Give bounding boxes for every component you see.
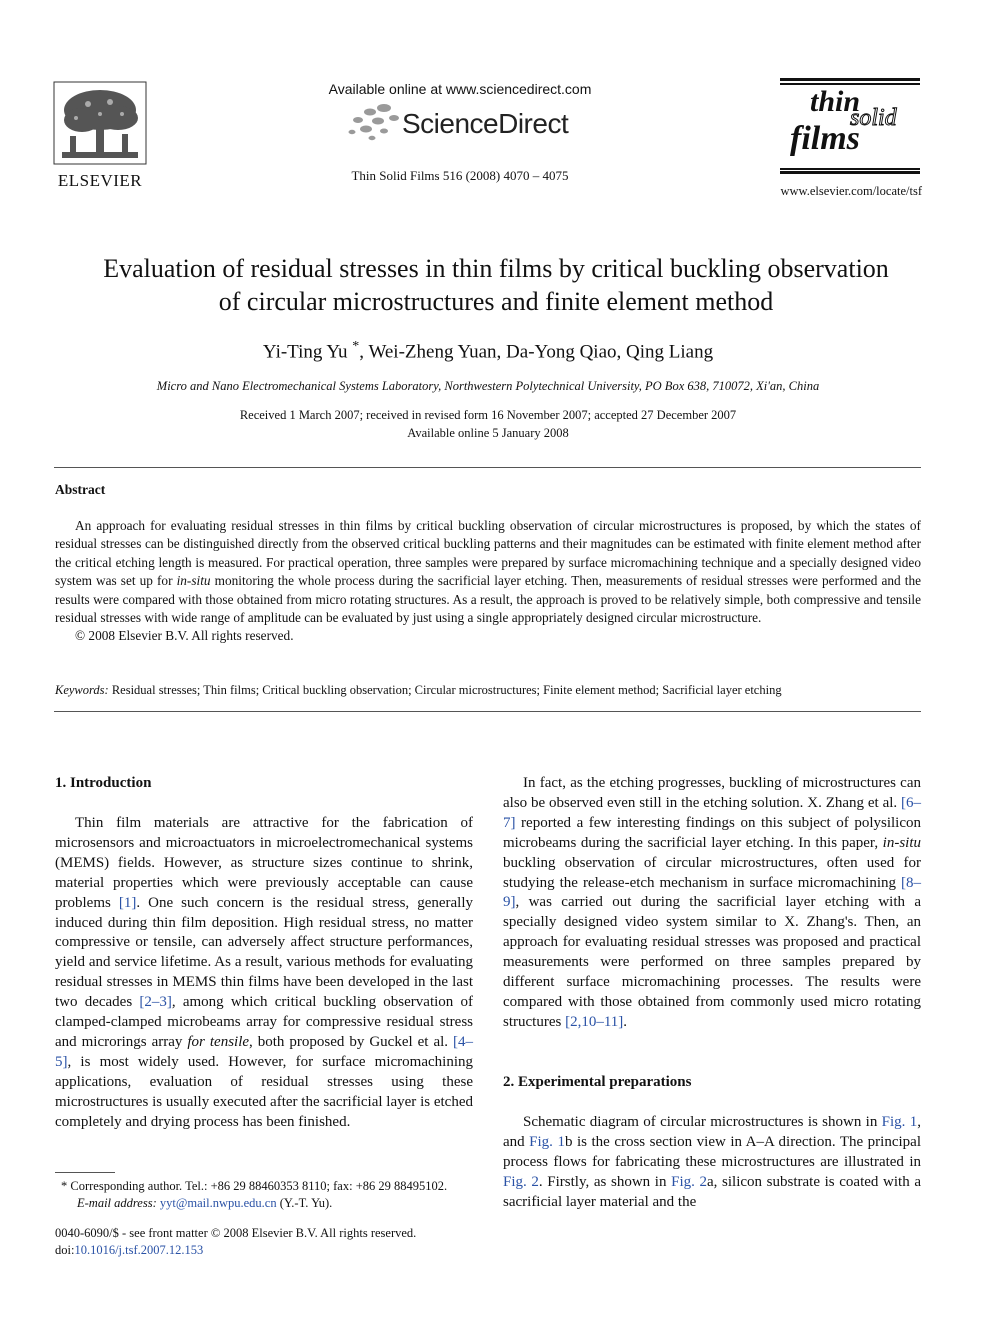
corresponding-author-mark[interactable]: * [352, 339, 360, 354]
other-authors: , Wei-Zheng Yuan, Da-Yong Qiao, Qing Liang [359, 341, 714, 363]
section-2-heading: 2. Experimental preparations [503, 1074, 692, 1090]
journal-reference: Thin Solid Films 516 (2008) 4070 – 4075 [351, 168, 569, 183]
footnote: * Corresponding author. Tel.: +86 29 88460353 8110; fax: +86 29 88495102. E-mail address: yyt@mail.nwpu.edu.cn (Y.-T. Yu). 0040-6090/$ - see front matter © 2008 Elsevier B.V. All rights reserved. doi:10.1016/j.tsf.2007.12.153 [55, 1178, 475, 1259]
ref-link[interactable]: [6–7] [503, 794, 921, 831]
keywords [55, 683, 921, 698]
section-2-paragraph: Schematic diagram of circular microstructures is shown in Fig. 1, and Fig. 1b is the cross section view in A–A direction. The principal process flows for fabricating these microstructures are illustrated in Fig. 2. Firstly, as shown in Fig. 2a, silicon substrate is coated with a sacrificial layer material and the [503, 1114, 922, 1210]
author-yi-ting-yu[interactable]: Yi-Ting Yu [262, 341, 348, 363]
sciencedirect-logo [344, 102, 584, 144]
received-dates: Received 1 March 2007; received in revised form 16 November 2007; accepted 27 December 2007 [239, 408, 737, 422]
publisher-name: ELSEVIER [57, 171, 143, 190]
ref-link[interactable]: [2,10–11] [565, 1013, 624, 1030]
abstract-copyright: © 2008 Elsevier B.V. All rights reserved. [75, 628, 294, 644]
journal-logo-thin: thin [810, 85, 861, 118]
journal-logo-films: films [790, 120, 860, 157]
author-list [0, 339, 976, 363]
ref-link[interactable]: [4–5] [55, 1033, 473, 1070]
ref-link[interactable]: [8–9] [503, 874, 921, 911]
figure-link[interactable]: Fig. 2 [671, 1173, 708, 1190]
sciencedirect-dots-icon [344, 102, 402, 142]
figure-link[interactable]: Fig. 1 [529, 1133, 565, 1150]
intro-paragraph-1: Thin film materials are attractive for the fabrication of microsensors and microactuators in microelectromechanical systems (MEMS) fields. However, as structure sizes continue to shrink, material properties which were previously acceptable can cause problems [1]. One such concern is the residual stress, generally induced during thin film deposition. High residual stress, no matter compressive or tensile, can adversely affect structure performances, yield and service lifetime. As a result, various methods for evaluating residual stresses in MEMS thin films have been developed in the last two decades [2–3], among which critical buckling observation of clamped-clamped microbeams array for compressive residual stress and microrings array for tensile, both proposed by Guckel et al. [4–5], is most widely used. However, for surface micromachining applications, evaluation of residual stresses using these microstructures is usually executed after the sacrificial layer is etched completely and drying process has been finished. [55, 815, 473, 1130]
footnote-mark: * [61, 1179, 68, 1193]
available-online: Available online at www.sciencedirect.com [328, 81, 592, 97]
abstract-body [55, 517, 921, 646]
article-title [40, 252, 952, 318]
doi-link[interactable]: 10.1016/j.tsf.2007.12.153 [74, 1243, 204, 1257]
sciencedirect-brand: ScienceDirect [402, 108, 569, 139]
figure-link[interactable]: Fig. 1 [881, 1114, 918, 1130]
title-line-1: Evaluation of residual stresses in thin films by critical buckling observation [103, 254, 889, 283]
journal-logo [780, 78, 922, 176]
article-dates [0, 406, 976, 442]
divider-bottom [54, 711, 921, 712]
doi-line: doi:10.1016/j.tsf.2007.12.153 [55, 1243, 204, 1257]
email-link[interactable]: yyt@mail.nwpu.edu.cn [159, 1196, 277, 1210]
title-line-2: of circular microstructures and finite element method [218, 287, 774, 316]
footnote-rule [55, 1172, 115, 1173]
divider-top [54, 467, 921, 468]
affiliation: Micro and Nano Electromechanical Systems Laboratory, Northwestern Polytechnical University, PO Box 638, 710072, Xi'an, China [156, 379, 820, 393]
elsevier-logo [52, 80, 148, 191]
journal-logo-solid: solid [850, 105, 897, 131]
journal-url[interactable]: www.elsevier.com/locate/tsf [780, 184, 922, 198]
figure-link[interactable]: Fig. 2 [503, 1173, 539, 1190]
abstract-heading: Abstract [55, 482, 106, 497]
section-1-heading: 1. Introduction [55, 775, 152, 791]
abstract-paragraph: An approach for evaluating residual stresses in thin films by critical buckling observation of circular microstructures is proposed, by which the states of residual stresses can be distinguished directly from the observed critical buckling patterns and their magnitudes can be estimated with finite element method after the critical etching length is measured. For practical operation, three samples were prepared by surface micromachining technique and a specially designed video system was set up for in-situ monitoring the whole process during the sacrificial layer etching. Then, measurements of residual stresses were performed and the results were compared with those obtained from micro rotating structures. As a result, the approach is proved to be relatively simple, both compressive and tensile residual stresses with wide range of amplitude can be evaluated by just using a single appropriately designed circular microstructure. [55, 518, 921, 626]
issn-line: 0040-6090/$ - see front matter © 2008 Elsevier B.V. All rights reserved. [55, 1226, 417, 1240]
elsevier-tree-icon [52, 80, 148, 166]
available-online-date: Available online 5 January 2008 [407, 426, 569, 440]
intro-paragraph-2: In fact, as the etching progresses, buckling of microstructures can also be observed even still in the etching solution. X. Zhang et al. [6–7] reported a few interesting findings on this subject of polysilicon microbeams during the sacrificial layer etching. In this paper, in-situ buckling observation of circular microstructures, often used for studying the release-etch mechanism in surface micromachining [8–9], was carried out during the sacrificial layer etching with a specially designed video system similar to X. Zhang's. Then, an approach for evaluating residual stresses was proposed and practical measurements were performed on three samples prepared by different surface micromachining processes. The results were compared with those obtained from commonly used micro rotating structures [2,10–11]. [503, 775, 921, 1030]
keywords-list: Residual stresses; Thin films; Critical buckling observation; Circular microstructures; Finite element method; Sacrificial layer etching [108, 683, 782, 697]
keywords-label: Keywords: [55, 683, 109, 697]
ref-link[interactable]: [2–3] [139, 994, 172, 1011]
ref-link[interactable]: [1] [118, 894, 137, 911]
